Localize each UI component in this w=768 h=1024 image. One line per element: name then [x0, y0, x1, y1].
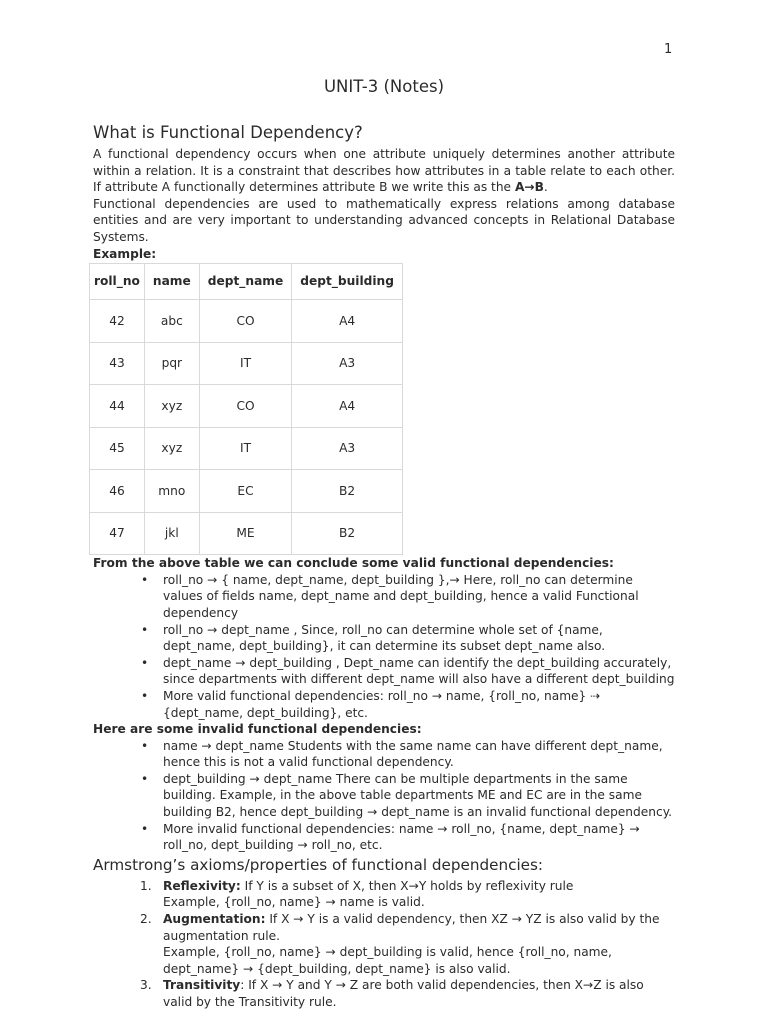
list-item: • roll_no → { name, dept_name, dept_building },→ Here, roll_no can determine values of fields name, dept_name and dept_building, hence a valid Functional dependency: [163, 572, 675, 622]
table-cell: A4: [292, 300, 403, 343]
table-row: [90, 427, 403, 470]
axiom-term: Transitivity: [163, 978, 241, 993]
column-header: dept_building: [292, 264, 403, 300]
axiom-text: If X → Y is a valid dependency, then XZ → YZ is also valid by the augmentation rule.: [163, 912, 660, 943]
axioms-list: [93, 878, 675, 1011]
table-cell: 47: [90, 512, 145, 555]
list-number: 3.: [140, 978, 152, 993]
section-heading-functional-dependency: What is Functional Dependency?: [93, 123, 363, 142]
intro-text: A functional dependency occurs when one attribute uniquely determines another attribute within a relation. It is a constraint that describes how attributes in a table relate to each other. If attribute A functionally determines attribute B we write this as the: [93, 147, 675, 195]
table-cell: ME: [199, 512, 292, 555]
list-item: • dept_name → dept_building , Dept_name can identify the dept_building accurately, since departments with different dept_name will also have a different dept_building: [163, 655, 675, 688]
column-header: name: [144, 264, 199, 300]
table-cell: 45: [90, 427, 145, 470]
list-item: • name → dept_name Students with the same name can have different dept_name, hence this is not a valid functional dependency.: [163, 738, 675, 771]
table-cell: IT: [199, 342, 292, 385]
table-cell: 43: [90, 342, 145, 385]
table-cell: 44: [90, 385, 145, 428]
column-header: roll_no: [90, 264, 145, 300]
example-table: [89, 263, 403, 555]
table-cell: CO: [199, 300, 292, 343]
table-cell: 46: [90, 470, 145, 513]
list-number: 1.: [140, 878, 152, 893]
page-title: UNIT-3 (Notes): [323, 77, 445, 96]
invalid-fd-heading: Here are some invalid functional dependencies:: [93, 722, 422, 737]
example-label: Example:: [93, 246, 157, 261]
table-cell: CO: [199, 385, 292, 428]
valid-fd-heading: From the above table we can conclude some valid functional dependencies:: [93, 556, 614, 571]
axiom-example: Example, {roll_no, name} → name is valid.: [163, 895, 425, 910]
axiom-item-augmentation: [140, 911, 675, 977]
table-row: [90, 470, 403, 513]
column-header: dept_name: [199, 264, 292, 300]
table-cell: A4: [292, 385, 403, 428]
axiom-text: If Y is a subset of X, then X→Y holds by reflexivity rule: [240, 878, 574, 893]
valid-fd-list: [93, 572, 675, 721]
section-heading-armstrong-axioms: Armstrong’s axioms/properties of functional dependencies:: [93, 855, 544, 874]
axiom-example: Example, {roll_no, name} → dept_building is valid, hence {roll_no, name, dept_name} → {dept_building, dept_name} is also valid.: [163, 945, 612, 976]
list-item: • More invalid functional dependencies: name → roll_no, {name, dept_name} → roll_no, dept_building → roll_no, etc.: [163, 821, 675, 854]
axiom-term: Reflexivity:: [163, 878, 241, 893]
axiom-text: : If X → Y and Y → Z are both valid dependencies, then X→Z is also valid by the Transitivity rule.: [163, 978, 644, 1009]
table-cell: EC: [199, 470, 292, 513]
list-number: 2.: [140, 912, 152, 927]
table-cell: A3: [292, 342, 403, 385]
document-body: [93, 122, 675, 1011]
intro-end: .: [543, 180, 548, 195]
table-cell: abc: [144, 300, 199, 343]
intro-paragraph: [93, 146, 675, 196]
table-header-row: [90, 264, 403, 300]
table-row: [90, 512, 403, 555]
list-item: • More valid functional dependencies: roll_no → name, {roll_no, name} ⇢ {dept_name, dept_building}, etc.: [163, 688, 675, 721]
table-cell: A3: [292, 427, 403, 470]
list-item: • roll_no → dept_name , Since, roll_no can determine whole set of {name, dept_name, dept_building}, it can determine its subset dept_name also.: [163, 622, 675, 655]
table-cell: xyz: [144, 385, 199, 428]
table-cell: jkl: [144, 512, 199, 555]
table-cell: xyz: [144, 427, 199, 470]
axiom-item-transitivity: [140, 977, 675, 1010]
page-number: 1: [664, 42, 673, 57]
table-cell: B2: [292, 470, 403, 513]
invalid-fd-list: [93, 738, 675, 854]
table-cell: 42: [90, 300, 145, 343]
notation-a-b: A→B: [514, 180, 544, 195]
table-row: [90, 385, 403, 428]
table-cell: pqr: [144, 342, 199, 385]
axiom-term: Augmentation:: [163, 912, 266, 927]
table-cell: IT: [199, 427, 292, 470]
second-paragraph: Functional dependencies are used to mathematically express relations among database entities and are very important to understanding advanced concepts in Relational Database Systems.: [93, 196, 675, 244]
axiom-item-reflexivity: [140, 878, 675, 911]
table-cell: mno: [144, 470, 199, 513]
list-item: • dept_building → dept_name There can be multiple departments in the same building. Example, in the above table departments ME and EC are in the same building B2, hence dept_building → dept_name is an invalid functional dependency.: [163, 771, 675, 821]
table-row: [90, 342, 403, 385]
table-row: [90, 300, 403, 343]
table-cell: B2: [292, 512, 403, 555]
